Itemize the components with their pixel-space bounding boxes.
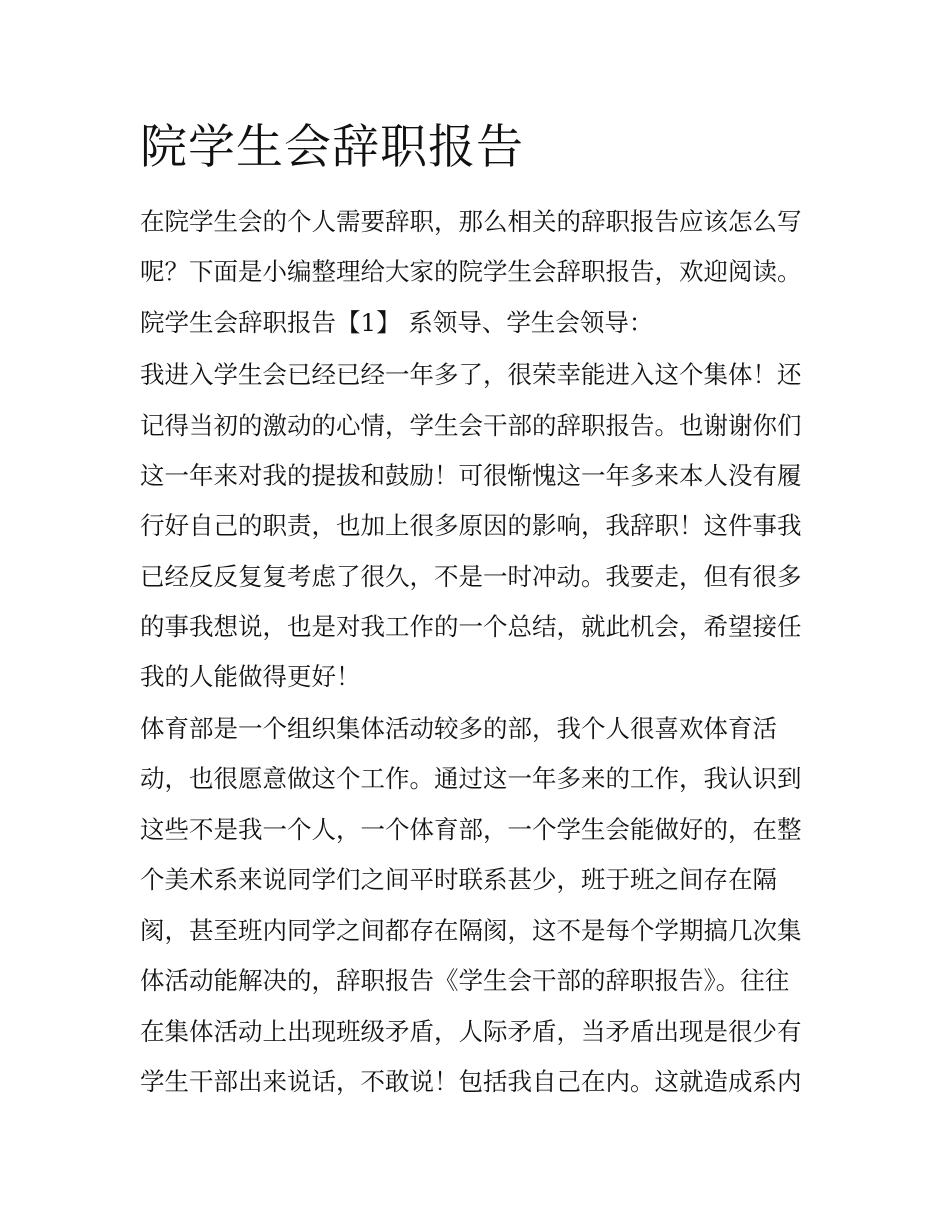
text-line: 已经反反复复考虑了很久，不是一时冲动。我要走，但有很多 (140, 562, 802, 591)
text-line: 个美术系来说同学们之间平时联系甚少，班于班之间存在隔 (140, 865, 777, 894)
text-line: 动，也很愿意做这个工作。通过这一年多来的工作，我认识到 (140, 764, 802, 793)
text-line: 院学生会辞职报告【1】 系领导、学生会领导： (140, 308, 654, 337)
text-line: 体育部是一个组织集体活动较多的部，我个人很喜欢体育活 (140, 714, 777, 743)
text-line: 我的人能做得更好！ (140, 662, 361, 691)
text-line: 体活动能解决的，辞职报告《学生会干部的辞职报告》。往往 (140, 966, 790, 995)
text-line: 的事我想说，也是对我工作的一个总结，就此机会，希望接任 (140, 612, 802, 641)
document-title: 院学生会辞职报告 (140, 120, 524, 175)
text-line: 这一年来对我的提拔和鼓励！可很惭愧这一年多来本人没有履 (140, 461, 802, 490)
text-line: 呢？下面是小编整理给大家的院学生会辞职报告，欢迎阅读。 (140, 257, 802, 286)
text-line: 行好自己的职责，也加上很多原因的影响，我辞职！这件事我 (140, 511, 802, 540)
text-line: 记得当初的激动的心情，学生会干部的辞职报告。也谢谢你们 (140, 411, 802, 440)
text-line: 学生干部出来说话，不敢说！包括我自己在内。这就造成系内 (140, 1067, 802, 1096)
text-line: 阂，甚至班内同学之间都存在隔阂，这不是每个学期搞几次集 (140, 916, 802, 945)
text-line: 在院学生会的个人需要辞职，那么相关的辞职报告应该怎么写 (140, 207, 802, 236)
text-line: 我进入学生会已经已经一年多了，很荣幸能进入这个集体！还 (140, 360, 802, 389)
text-line: 在集体活动上出现班级矛盾，人际矛盾，当矛盾出现是很少有 (140, 1017, 802, 1046)
text-line: 这些不是我一个人，一个体育部，一个学生会能做好的，在整 (140, 815, 802, 844)
